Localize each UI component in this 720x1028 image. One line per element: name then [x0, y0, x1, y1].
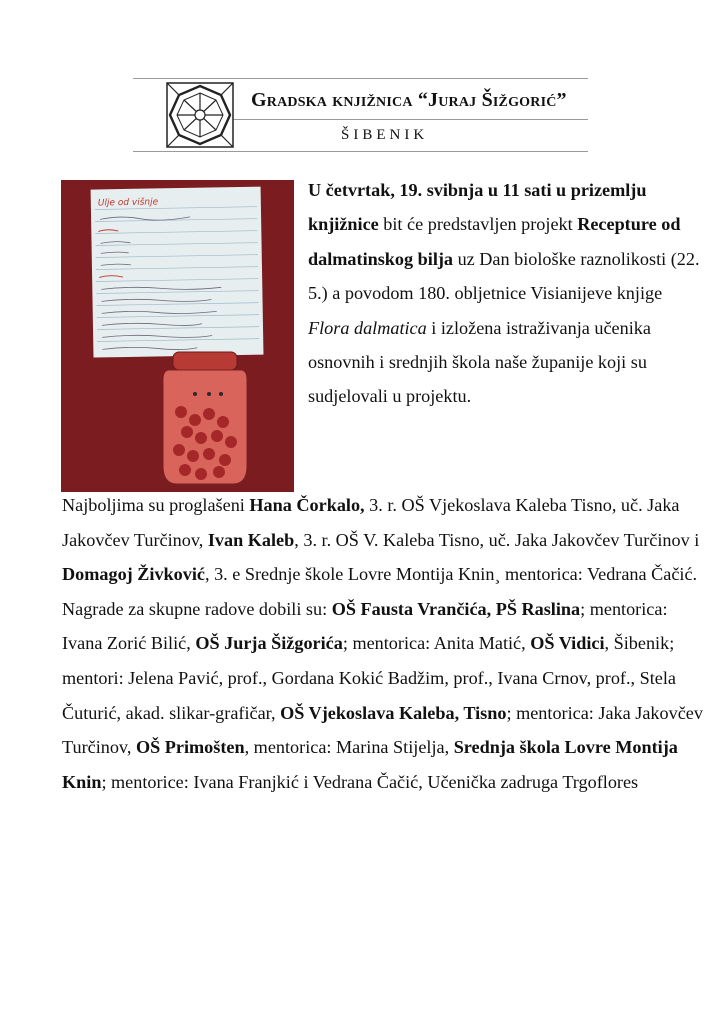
- event-announcement: [308, 173, 708, 414]
- school-info: ; mentorica: Anita Matić,: [342, 633, 531, 654]
- school-name: Srednja škola Lovre Montija Knin: [62, 737, 678, 792]
- header-middle-rule: [233, 119, 588, 120]
- announcement-body: [62, 488, 712, 799]
- school-name: OŠ Primošten: [135, 737, 245, 758]
- recipe-drawing-photo: [61, 180, 294, 492]
- school-name: OŠ Fausta Vrančića, PŠ Raslina: [331, 598, 581, 619]
- winners-paragraph: [62, 488, 712, 592]
- lead-text-1: bit će predstavljen projekt: [378, 214, 578, 235]
- jar-drawing: [163, 352, 247, 484]
- school-name: OŠ Jurja Šižgorića: [195, 633, 343, 654]
- winner-info: , 3. r. OŠ V. Kaleba Tisno, uč. Jaka Jakovčev Turčinov i: [294, 529, 700, 550]
- school-info: , mentorica: Marina Stijelja,: [244, 737, 454, 758]
- winner-name: Ivan Kaleb: [207, 529, 295, 550]
- event-date-place: U četvrtak, 19. svibnja u 11 sati u prizemlju knjižnice: [308, 180, 647, 235]
- library-header: [133, 78, 588, 152]
- recipe-drawing-illustration: [61, 180, 294, 492]
- library-name: Gradska knjižnica “Juraj Šižgorić”: [251, 89, 567, 111]
- winners-intro: Najboljima su proglašeni: [62, 495, 250, 515]
- awards-paragraph: [62, 592, 712, 800]
- awards-intro: Nagrade za skupne radove dobili su:: [62, 598, 332, 619]
- book-title: Flora dalmatica: [308, 317, 427, 338]
- winner-name: Hana Čorkalo,: [249, 495, 365, 515]
- project-name: Recepture od dalmatinskog bilja: [308, 214, 681, 269]
- lead-text-2: uz Dan biološke raznolikosti (22. 5.) a povodom 180. obljetnice Visianijeve knjige: [308, 248, 700, 304]
- library-city: ŠIBENIK: [341, 127, 429, 143]
- header-top-rule: [133, 78, 588, 79]
- winner-info: 3. r. OŠ Vjekoslava Kaleba Tisno, uč. Jaka Jakovčev Turčinov,: [62, 495, 680, 550]
- winner-info: , 3. e Srednje škole Lovre Montija Knin¸ mentorica: Vedrana Čačić.: [204, 564, 698, 585]
- school-name: OŠ Vjekoslava Kaleba, Tisno: [280, 702, 507, 723]
- school-name: OŠ Vidici: [530, 633, 605, 654]
- school-info: , Šibenik; mentori: Jelena Pavić, prof., Gordana Kokić Badžim, prof., Ivana Crnov, prof., Stela Čuturić, akad. slikar-grafičar,: [62, 633, 676, 723]
- winner-name: Domagoj Živković: [62, 564, 205, 585]
- header-bottom-rule: [133, 151, 588, 152]
- school-info: ; mentorice: Ivana Franjkić i Vedrana Čačić, Učenička zadruga Trgoflores: [101, 771, 639, 792]
- lead-text-3: i izložena istraživanja učenika osnovnih i srednjih škola naše županije koji su sudjelovali u projektu.: [308, 317, 651, 407]
- library-emblem-icon: [166, 82, 234, 148]
- school-info: ; mentorica: Ivana Zorić Bilić,: [62, 598, 668, 654]
- school-info: ; mentorica: Jaka Jakovčev Turčinov,: [62, 702, 703, 758]
- handwritten-heading: Ulje od višnje: [97, 197, 159, 209]
